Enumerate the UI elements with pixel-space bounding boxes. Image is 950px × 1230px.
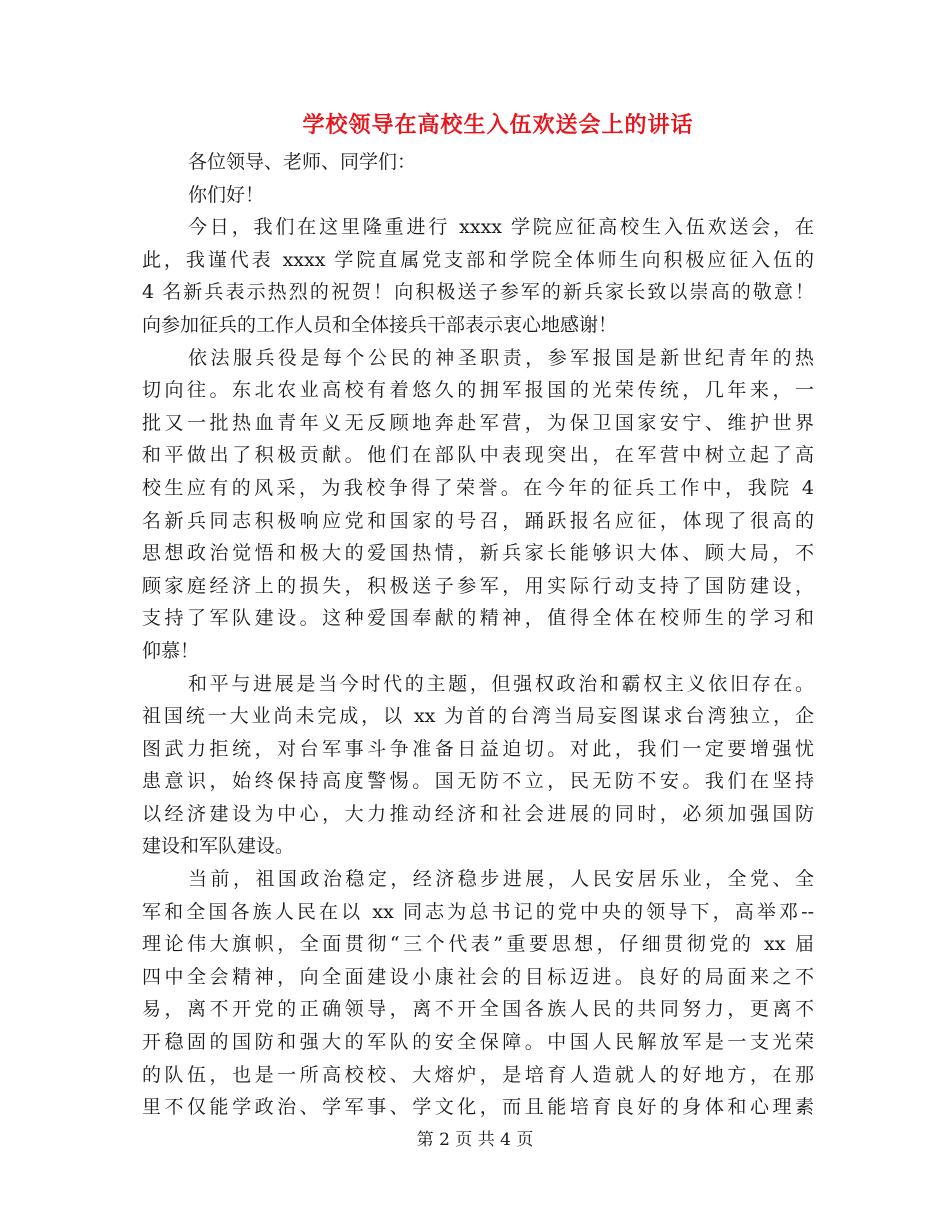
text-line: 批又一批热血青年义无反顾地奔赴军营，为保卫国家安宁、维护世界 <box>142 411 814 434</box>
text-line: 以经济建设为中心，大力推动经济和社会进展的同时，必须加强国防 <box>142 802 814 825</box>
text-line: 校生应有的风采，为我校争得了荣誉。在今年的征兵工作中，我院 4 <box>142 476 814 499</box>
text-line: 易，离不开党的正确领导，离不开全国各族人民的共同努力，更离不 <box>142 998 814 1021</box>
text-line: 支持了军队建设。这种爱国奉献的精神，值得全体在校师生的学习和 <box>142 607 814 630</box>
text-line: 今日，我们在这里隆重进行 xxxx 学院应征高校生入伍欢送会，在 <box>188 216 814 239</box>
page-footer: 第 2 页 共 4 页 <box>416 1130 534 1150</box>
text-line: 图武力拒统，对台军事斗争准备日益迫切。对此，我们一定要增强忧 <box>142 737 814 760</box>
text-line: 向参加征兵的工作人员和全体接兵干部表示衷心地感谢！ <box>142 313 618 336</box>
text-line: 4 名新兵表示热烈的祝贺！向积极送子参军的新兵家长致以崇高的敬意！ <box>142 281 814 304</box>
text-line: 开稳固的国防和强大的军队的安全保障。中国人民解放军是一支光荣 <box>142 1031 814 1054</box>
text-line: 患意识，始终保持高度警惕。国无防不立，民无防不安。我们在坚持 <box>142 770 814 793</box>
text-line: 里不仅能学政治、学军事、学文化，而且能培育良好的身体和心理素 <box>142 1096 814 1119</box>
page-title: 学校领导在高校生入伍欢送会上的讲话 <box>302 112 694 138</box>
text-line: 仰慕！ <box>142 639 200 662</box>
text-line: 四中全会精神，向全面建设小康社会的目标迈进。良好的局面来之不 <box>142 965 814 988</box>
document-body <box>142 146 814 1124</box>
text-line: 建设和军队建设。 <box>142 835 295 858</box>
text-line: 各位领导、老师、同学们： <box>188 151 417 173</box>
text-line: 此，我谨代表 xxxx 学院直属党支部和学院全体师生向积极应征入伍的 <box>142 248 814 271</box>
text-line: 你们好！ <box>188 183 265 206</box>
text-line: 理论伟大旗帜，全面贯彻“三个代表”重要思想，仔细贯彻党的 xx 届 <box>142 933 814 956</box>
text-line: 顾家庭经济上的损失，积极送子参军，用实际行动支持了国防建设， <box>142 574 814 597</box>
text-line: 切向往。东北农业高校有着悠久的拥军报国的光荣传统，几年来，一 <box>142 379 814 402</box>
text-line: 当前，祖国政治稳定，经济稳步进展，人民安居乐业，全党、全 <box>188 868 814 891</box>
text-line: 祖国统一大业尚未完成，以 xx 为首的台湾当局妄图谋求台湾独立，企 <box>142 705 814 728</box>
text-line: 依法服兵役是每个公民的神圣职责，参军报国是新世纪青年的热 <box>188 346 814 369</box>
text-line: 思想政治觉悟和极大的爱国热情，新兵家长能够识大体、顾大局，不 <box>142 542 814 565</box>
text-line: 的队伍，也是一所高校校、大熔炉，是培育人造就人的好地方，在那 <box>142 1063 814 1086</box>
text-line: 和平做出了积极贡献。他们在部队中表现突出，在军营中树立起了高 <box>142 444 814 467</box>
text-line: 名新兵同志积极响应党和国家的号召，踊跃报名应征，体现了很高的 <box>142 509 814 532</box>
text-line: 和平与进展是当今时代的主题，但强权政治和霸权主义依旧存在。 <box>188 672 814 695</box>
text-line: 军和全国各族人民在以 xx 同志为总书记的党中央的领导下，高举邓-- <box>142 900 814 923</box>
